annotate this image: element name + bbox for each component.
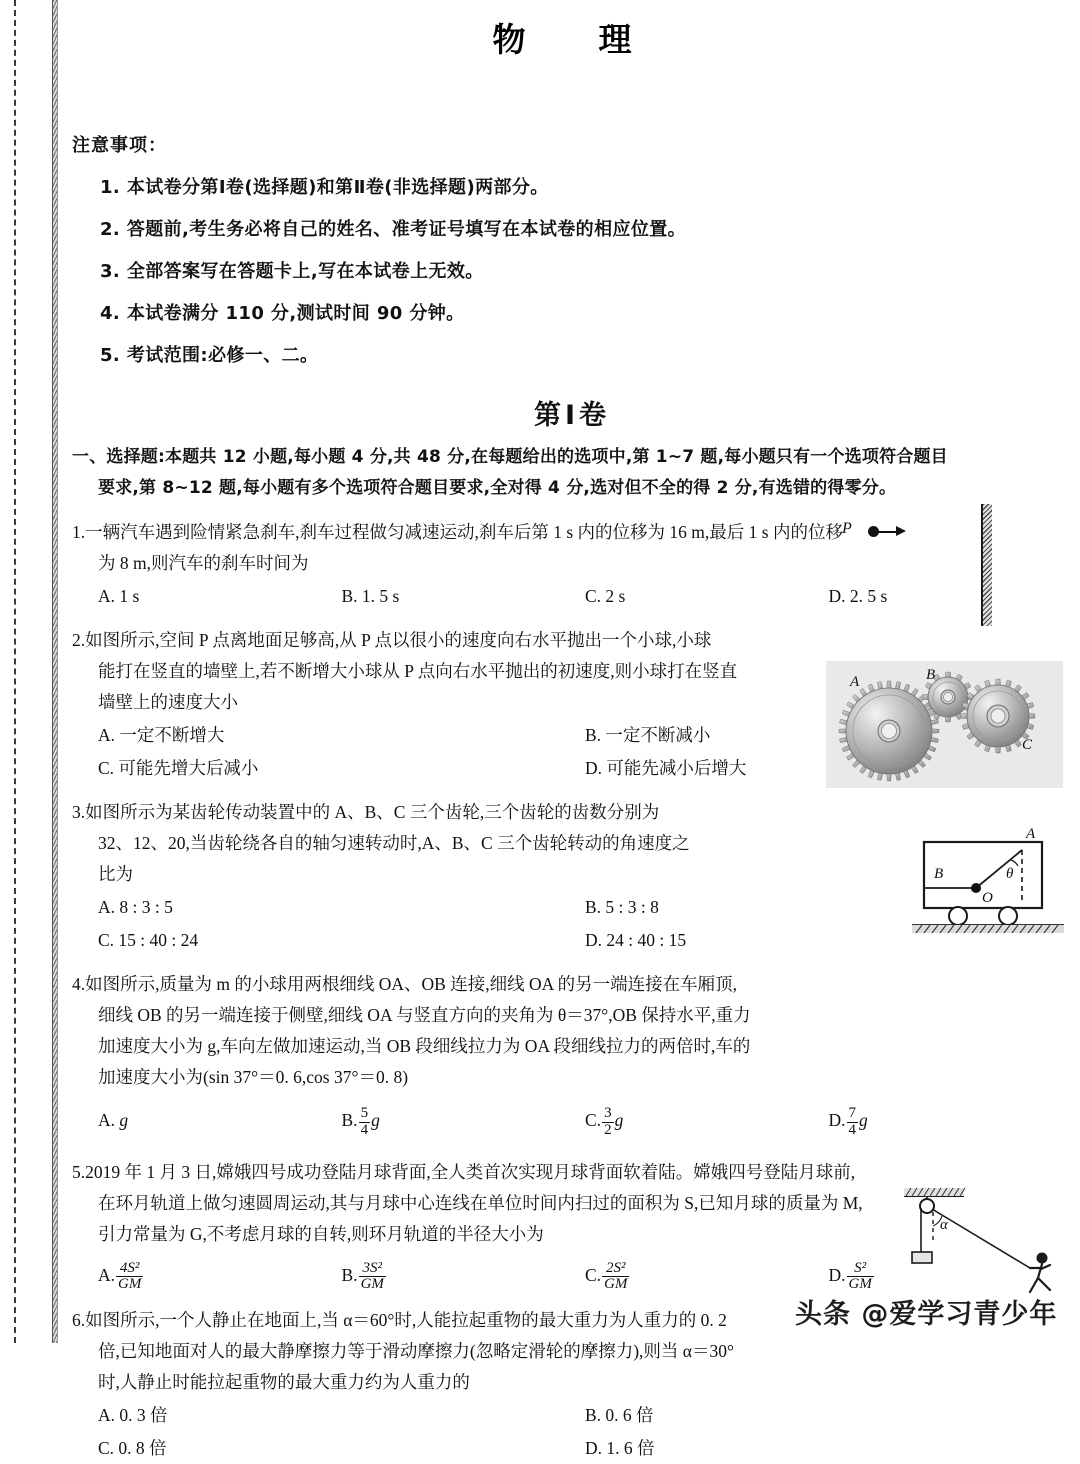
option-c[interactable]: C. 0. 8 倍 [98, 1438, 167, 1459]
option-c[interactable]: C. 15 : 40 : 24 [98, 930, 199, 950]
page-edge-dashed-line [14, 0, 16, 1343]
option-b[interactable] [342, 1260, 586, 1294]
option-a[interactable]: A. 0. 3 倍 [98, 1405, 168, 1426]
volume-title: 第Ⅰ卷 [533, 400, 611, 431]
question-6-line-3: 时,人静止时能拉起重物的最大重力约为人重力的 [98, 1372, 470, 1393]
question-4-line-1: 如图所示,质量为 m 的小球用两根细线 OA、OB 连接,细线 OA 的另一端连接在车厢顶, [85, 974, 738, 994]
option-a-label: A. [98, 1264, 116, 1285]
question-4-stem [72, 969, 922, 1093]
gears-svg [826, 661, 1063, 788]
section-instructions-line-2: 要求,第 8~12 题,每小题有多个选项符合题目要求,全对得 4 分,选对但不全的得 2 分,有选错的得零分。 [98, 478, 897, 498]
option-a-label: A. [98, 1110, 116, 1130]
question-2-stem [72, 625, 842, 718]
question-6-line-1: 如图所示,一个人静止在地面上,当 α＝60°时,人能拉起重物的最大重力为人重力的 0. 2 [85, 1310, 727, 1331]
option-c[interactable]: C. 2 s [585, 586, 626, 606]
section-instructions [72, 442, 1072, 504]
fraction: $\frac{5}{4}$ [360, 1105, 369, 1138]
question-5-line-1: 2019 年 1 月 3 日,嫦娥四号成功登陆月球背面,全人类首次实现月球背面软着陆。嫦娥四号登陆月球前, [85, 1161, 856, 1182]
question-6-line-2: 倍,已知地面对人的最大静摩擦力等于滑动摩擦力(忽略定滑轮的摩擦力),则当 α＝30° [98, 1341, 734, 1362]
notice-item: 3. 全部答案写在答题卡上,写在本试卷上无效。 [100, 261, 484, 282]
figure-label-p: P [842, 520, 852, 537]
question-2-number: 2. [72, 630, 86, 650]
notice-item: 2. 答题前,考生务必将自己的姓名、准考证号填写在本试卷的相应位置。 [100, 219, 687, 240]
question-2-line-1: 如图所示,空间 P 点离地面足够高,从 P 点以很小的速度向右水平抛出一个小球,小球 [85, 630, 712, 650]
question-1-line-2: 为 8 m,则汽车的刹车时间为 [98, 553, 309, 573]
option-a-value: g [119, 1110, 129, 1130]
question-2-number-and-line-1 [72, 625, 842, 656]
page-title: 物 理 [492, 20, 652, 59]
vertical-wall-icon [981, 504, 992, 626]
option-a[interactable]: A. 一定不断增大 [98, 725, 225, 745]
pulley-label-alpha: α [940, 1217, 948, 1233]
cart-svg [908, 822, 1068, 937]
option-c-value: g [614, 1110, 624, 1130]
fraction: $\frac{\text{4S²}}{GM}$ [118, 1259, 142, 1293]
question-4-line-3: 加速度大小为 g,车向左做加速运动,当 OB 段细线拉力为 OA 段细线拉力的两倍时,车的 [98, 1036, 751, 1056]
question-4-options [72, 1105, 1072, 1139]
fraction: $\frac{\text{3S²}}{GM}$ [360, 1259, 384, 1293]
question-3-line-2: 32、12、20,当齿轮绕各自的轴匀速转动时,A、B、C 三个齿轮转动的角速度之 [98, 833, 690, 853]
page-edge-hatched-bar [52, 0, 58, 1343]
option-a[interactable]: A. 8 : 3 : 5 [98, 897, 173, 917]
option-d-label: D. [828, 1264, 846, 1285]
option-c-label: C. [585, 1264, 602, 1285]
question-6-options-row-1 [72, 1400, 1072, 1431]
pulley-person-figure [902, 1182, 1074, 1302]
cart-label-theta: θ [1006, 866, 1014, 882]
gear-label-b: B [926, 667, 936, 683]
question-3-stem [72, 797, 842, 890]
fraction: $\frac{\text{S²}}{GM}$ [848, 1259, 872, 1293]
option-b[interactable] [342, 1105, 586, 1139]
option-b[interactable]: B. 一定不断减小 [585, 725, 711, 745]
option-a[interactable]: A. 1 s [98, 586, 140, 606]
question-1-number: 1. [72, 522, 86, 542]
option-b-label: B. [341, 1110, 358, 1130]
cart-label-o: O [982, 890, 993, 906]
question-2-line-2: 能打在竖直的墙壁上,若不断增大小球从 P 点向右水平抛出的初速度,则小球打在竖直 [98, 661, 738, 681]
option-a[interactable] [98, 1105, 342, 1139]
question-3-number: 3. [72, 802, 86, 822]
question-1-line-1: 一辆汽车遇到险情紧急刹车,刹车过程做匀减速运动,刹车后第 1 s 内的位移为 16 m,最后 1 s 内的位移 [85, 522, 843, 542]
option-a[interactable] [98, 1260, 342, 1294]
cart-label-a: A [1026, 826, 1036, 842]
option-c[interactable]: C. 可能先增大后减小 [98, 758, 259, 778]
gears-figure [826, 661, 1063, 788]
option-b-label: B. [341, 1264, 358, 1285]
notice-item: 4. 本试卷满分 110 分,测试时间 90 分钟。 [100, 303, 465, 324]
option-d-value: g [859, 1110, 868, 1130]
option-b[interactable]: B. 5 : 3 : 8 [585, 897, 659, 917]
question-5-number: 5. [72, 1161, 86, 1182]
option-d[interactable]: D. 可能先减小后增大 [585, 758, 747, 778]
question-5-line-3: 引力常量为 G,不考虑月球的自转,则环月轨道的半径大小为 [98, 1223, 544, 1244]
option-d[interactable]: D. 1. 6 倍 [585, 1438, 655, 1459]
option-d[interactable]: D. 2. 5 s [828, 586, 888, 606]
notice-item: 5. 考试范围:必修一、二。 [100, 345, 319, 366]
option-c-label: C. [585, 1110, 602, 1130]
question-6-number: 6. [72, 1310, 86, 1331]
question-5-line-2: 在环月轨道上做匀速圆周运动,其与月球中心连线在单位时间内扫过的面积为 S,已知月球的质量为 M, [98, 1192, 863, 1213]
option-c[interactable] [585, 1105, 829, 1139]
velocity-arrow-icon [876, 529, 906, 534]
question-6-options-row-2 [72, 1433, 1072, 1464]
option-c[interactable] [585, 1260, 829, 1294]
fraction: $\frac{7}{4}$ [848, 1105, 857, 1138]
cart-ball-figure [908, 822, 1068, 937]
section-instructions-line-1: 一、选择题:本题共 12 小题,每小题 4 分,共 48 分,在每题给出的选项中,第 1~7 题,每小题只有一个选项符合题目 [72, 447, 948, 467]
question-4-number-and-line-1 [72, 969, 922, 1000]
option-d-label: D. [828, 1110, 846, 1130]
question-3-line-1: 如图所示为某齿轮传动装置中的 A、B、C 三个齿轮,三个齿轮的齿数分别为 [85, 802, 660, 822]
gear-label-c: C [1022, 737, 1033, 753]
question-4-number: 4. [72, 974, 86, 994]
question-3-number-and-line-1 [72, 797, 842, 828]
watermark: 头条 @爱学习青少年 [795, 1299, 1058, 1330]
question-2-line-3: 墙壁上的速度大小 [98, 692, 238, 712]
option-d[interactable] [829, 1105, 1073, 1139]
wall-projectile-figure [838, 498, 1000, 650]
question-3-line-3: 比为 [98, 864, 133, 884]
option-b-value: g [371, 1110, 380, 1130]
pulley-svg [902, 1182, 1074, 1302]
option-b[interactable]: B. 1. 5 s [341, 586, 400, 606]
question-4 [72, 969, 1072, 1139]
option-b[interactable]: B. 0. 6 倍 [585, 1405, 654, 1426]
question-4-line-2: 细线 OB 的另一端连接于侧壁,细线 OA 与竖直方向的夹角为 θ＝37°,OB 保持水平,重力 [98, 1005, 751, 1025]
question-4-line-4: 加速度大小为(sin 37°＝0. 6,cos 37°＝0. 8) [98, 1067, 409, 1087]
gear-label-a: A [850, 674, 860, 690]
fraction: $\frac{3}{2}$ [604, 1105, 612, 1138]
option-d[interactable]: D. 24 : 40 : 15 [585, 930, 687, 950]
notice-item: 1. 本试卷分第Ⅰ卷(选择题)和第Ⅱ卷(非选择题)两部分。 [100, 177, 549, 198]
notice-heading: 注意事项： [72, 135, 167, 156]
cart-label-b: B [934, 866, 944, 882]
fraction: $\frac{\text{2S²}}{GM}$ [604, 1259, 628, 1293]
